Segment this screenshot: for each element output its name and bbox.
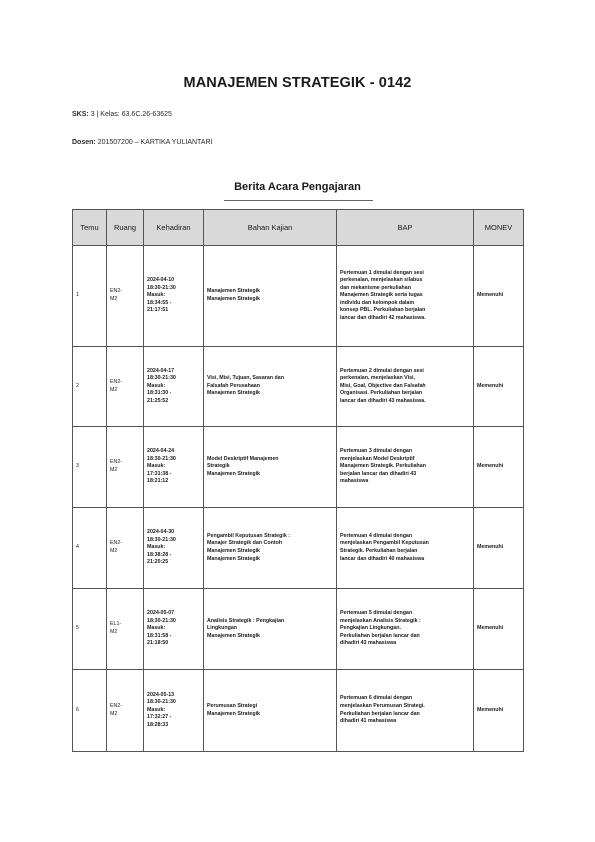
cell-bap-line: lancar dan dihadiri 43 mahasiswa. — [340, 397, 426, 404]
cell-kehadiran-line: 2024-04-17 — [147, 367, 175, 374]
cell-kehadiran-line: 18:34:55 - — [147, 299, 172, 306]
teaching-report-table — [72, 209, 524, 752]
cell-bap-line: menjelaskan Pengambil Keputusan — [340, 540, 429, 547]
cell-monev: Memenuhi — [474, 246, 524, 347]
cell-temu: 1 — [73, 246, 107, 347]
cell-kehadiran — [144, 508, 204, 589]
cell-ruang — [107, 347, 144, 427]
cell-ruang-line: EN2- — [110, 540, 123, 547]
cell-bahan-kajian-line: Manajemen Strategik — [207, 390, 260, 397]
cell-monev: Memenuhi — [474, 347, 524, 427]
cell-temu: 4 — [73, 508, 107, 589]
cell-kehadiran-line: Masuk: — [147, 463, 166, 470]
cell-bap-line: individu dan kelompok dalam — [340, 299, 415, 306]
cell-bahan-kajian-line: Manajemen Strategik — [207, 296, 260, 302]
cell-bap-line: Misi, Goal, Objective dan Falsafah — [340, 382, 426, 389]
cell-bap-line: Pengkajian Lingkungan. — [340, 625, 401, 632]
cell-kehadiran-line: 17:32:27 - — [147, 714, 172, 721]
cell-bahan-kajian — [204, 589, 337, 670]
cell-kehadiran-line: Masuk: — [147, 706, 166, 713]
cell-kehadiran — [144, 427, 204, 508]
cell-kehadiran-line: 2024-05-07 — [147, 610, 175, 617]
cell-bap-line: Manajemen Strategik serta tugas — [340, 292, 423, 299]
cell-kehadiran-line: 18:21:12 — [147, 478, 169, 485]
cell-ruang-line: EN2- — [110, 702, 123, 709]
cell-kehadiran-line: 18:30-21:30 — [147, 284, 176, 291]
cell-bahan-kajian — [204, 427, 337, 508]
cell-bap-line: Strategik. Perkuliahan berjalan — [340, 548, 418, 554]
cell-bahan-kajian-line: Manajemen Strategik — [207, 470, 260, 477]
cell-monev: Memenuhi — [474, 589, 524, 670]
cell-kehadiran-line: Masuk: — [147, 292, 166, 299]
section-underline — [224, 200, 373, 201]
cell-bap-line: dihadiri 41 mahasiswa — [340, 718, 397, 725]
cell-bahan-kajian — [204, 670, 337, 752]
table-row — [73, 508, 524, 589]
cell-kehadiran-line: 18:28:33 — [147, 721, 169, 728]
cell-bap-line: Pertemuan 3 dimulai dengan — [340, 448, 413, 455]
cell-bap-line: perkenalan, menjelaskan Visi, — [340, 375, 415, 382]
cell-ruang — [107, 589, 144, 670]
header-temu: Temu — [73, 210, 107, 246]
cell-monev: Memenuhi — [474, 508, 524, 589]
cell-ruang-line: EN2- — [110, 459, 123, 466]
sks-value: 3 | Kelas: 63.6C.26-63625 — [90, 111, 172, 118]
cell-kehadiran-line: Masuk: — [147, 544, 166, 551]
cell-temu: 6 — [73, 670, 107, 752]
header-kehadiran: Kehadiran — [144, 210, 204, 246]
page-title: MANAJEMEN STRATEGIK - 0142 — [183, 75, 412, 91]
cell-bap — [337, 347, 474, 427]
cell-bap-line: Pertemuan 4 dimulai dengan — [340, 532, 413, 539]
cell-bahan-kajian-line: Lingkungan — [207, 625, 238, 632]
cell-kehadiran-line: 2024-04-10 — [147, 277, 175, 284]
cell-kehadiran-line: 21:18:50 — [147, 640, 169, 647]
cell-bahan-kajian — [204, 508, 337, 589]
sks-label: SKS: — [72, 111, 89, 118]
cell-ruang-line: M2 — [110, 710, 118, 717]
cell-bap-line: menjelaskan Perumusan Strategi. — [340, 702, 425, 709]
cell-bap — [337, 670, 474, 752]
cell-bap-line: Pertemuan 6 dimulai dengan — [340, 695, 413, 702]
header-monev: MONEV — [474, 210, 524, 246]
header-bap: BAP — [337, 210, 474, 246]
table-row — [73, 670, 524, 752]
cell-bap-line: menjelaskan Analisis Strategik : — [340, 617, 421, 624]
cell-bap-line: mahasiswa — [340, 478, 369, 485]
cell-bahan-kajian — [204, 347, 337, 427]
cell-bap-line: Pertemuan 1 dimulai dengan sesi — [340, 269, 424, 276]
cell-bahan-kajian — [204, 246, 337, 347]
cell-bap-line: Perkuliahan berjalan lancar dan — [340, 710, 420, 717]
cell-bahan-kajian-line: Manajemen Strategik — [207, 288, 260, 295]
cell-temu: 5 — [73, 589, 107, 670]
cell-kehadiran-line: 18:31:30 - — [147, 390, 172, 397]
cell-ruang-line: EN2- — [110, 378, 123, 385]
cell-bahan-kajian-line: Manajemen Strategik — [207, 710, 260, 717]
cell-ruang — [107, 508, 144, 589]
header-bahan-kajian: Bahan Kajian — [204, 210, 337, 246]
cell-bap-line: konsep PBL. Perkuliahan berjalan — [340, 307, 426, 314]
cell-bap-line: perkenalan, menjelaskan silabus — [340, 277, 423, 284]
cell-ruang-line: M2 — [110, 467, 118, 473]
cell-kehadiran — [144, 347, 204, 427]
table-row — [73, 246, 524, 347]
cell-kehadiran-line: 2024-04-30 — [147, 529, 175, 536]
cell-bahan-kajian-line: Manajemen Strategik — [207, 548, 260, 554]
cell-ruang — [107, 246, 144, 347]
cell-kehadiran-line: 21:20:25 — [147, 559, 169, 566]
cell-bap-line: berjalan lancar dan dihadiri 43 — [340, 470, 417, 477]
cell-ruang-line: EN2- — [110, 288, 123, 295]
cell-ruang-line: EL1- — [110, 621, 122, 628]
cell-kehadiran-line: 18:30-21:30 — [147, 455, 176, 462]
lecturer-info — [72, 139, 212, 146]
cell-kehadiran-line: Masuk: — [147, 625, 166, 632]
cell-bap — [337, 508, 474, 589]
cell-temu: 2 — [73, 347, 107, 427]
cell-bahan-kajian-line: Manajer Strategik dan Contoh — [207, 540, 283, 547]
cell-bap-line: lancar dan dihadiri 40 mahasiswa — [340, 555, 425, 562]
cell-temu: 3 — [73, 427, 107, 508]
cell-bahan-kajian-line: Pengambil Keputusan Strategik : — [207, 532, 290, 539]
cell-bap-line: Manajemen Strategik. Perkuliahan — [340, 463, 426, 470]
cell-bap-line: dihadiri 43 mahasiswa — [340, 640, 397, 647]
cell-ruang — [107, 670, 144, 752]
cell-kehadiran-line: Masuk: — [147, 382, 166, 389]
cell-bahan-kajian-line: Manajemen Strategik — [207, 632, 260, 639]
cell-bap-line: menjelaskan Model Deskriptif — [340, 455, 415, 462]
cell-bahan-kajian-line: Analisis Strategik : Pengkajian — [207, 617, 285, 624]
cell-kehadiran-line: 21:17:51 — [147, 307, 169, 314]
table-row — [73, 347, 524, 427]
table-row — [73, 427, 524, 508]
cell-bahan-kajian-line: Visi, Misi, Tujuan, Sasaran dan — [207, 375, 284, 382]
cell-bap-line: Organisasi. Perkuliahan berjalan — [340, 390, 423, 397]
cell-kehadiran-line: 18:30-21:30 — [147, 699, 176, 706]
cell-kehadiran-line: 2024-05-13 — [147, 691, 175, 698]
dosen-value: 201507200 – KARTIKA YULIANTARI — [97, 139, 213, 146]
dosen-label: Dosen: — [72, 139, 96, 146]
table-row — [73, 589, 524, 670]
cell-monev: Memenuhi — [474, 427, 524, 508]
cell-ruang — [107, 427, 144, 508]
cell-bahan-kajian-line: Perumusan Strategi — [207, 702, 258, 709]
cell-kehadiran-line: 17:31:38 - — [147, 470, 172, 477]
cell-bap-line: Perkuliahan berjalan lancar dan — [340, 632, 420, 639]
cell-kehadiran-line: 2024-04-24 — [147, 448, 175, 455]
cell-bap-line: Pertemuan 2 dimulai dengan sesi — [340, 367, 424, 374]
cell-bahan-kajian-line: Manajemen Strategik — [207, 555, 260, 562]
cell-kehadiran-line: 18:38:28 - — [147, 551, 172, 558]
table-header-row — [73, 210, 524, 246]
cell-ruang-line: M2 — [110, 296, 118, 302]
cell-bap-line: lancar dan dihadiri 42 mahasiswa. — [340, 314, 426, 321]
header-ruang: Ruang — [107, 210, 144, 246]
cell-bap — [337, 589, 474, 670]
cell-kehadiran — [144, 589, 204, 670]
cell-bahan-kajian-line: Model Deskriptif Manajemen — [207, 455, 279, 462]
cell-bap-line: dan mekanisme perkuliahan — [340, 284, 411, 291]
cell-kehadiran — [144, 670, 204, 752]
cell-kehadiran-line: 21:25:52 — [147, 397, 169, 404]
cell-bap — [337, 246, 474, 347]
cell-kehadiran-line: 18:30-21:30 — [147, 536, 176, 543]
cell-bahan-kajian-line: Falsafah Perusahaan — [207, 382, 260, 389]
cell-monev: Memenuhi — [474, 670, 524, 752]
cell-ruang-line: M2 — [110, 629, 118, 635]
cell-bahan-kajian-line: Strategik — [207, 463, 230, 470]
cell-kehadiran-line: 18:31:58 - — [147, 632, 172, 639]
cell-kehadiran-line: 18:30-21:30 — [147, 375, 176, 382]
cell-ruang-line: M2 — [110, 386, 118, 393]
cell-kehadiran — [144, 246, 204, 347]
cell-ruang-line: M2 — [110, 548, 118, 554]
cell-bap — [337, 427, 474, 508]
cell-bap-line: Pertemuan 5 dimulai dengan — [340, 610, 413, 617]
section-title: Berita Acara Pengajaran — [234, 181, 361, 193]
class-info — [72, 111, 172, 118]
cell-kehadiran-line: 18:30-21:30 — [147, 617, 176, 624]
